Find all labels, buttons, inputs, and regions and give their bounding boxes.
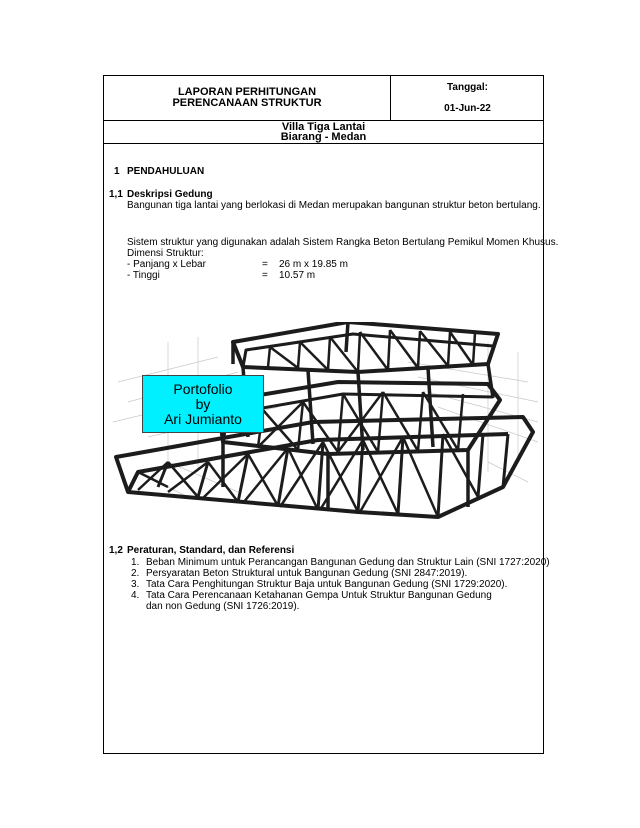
ref-2-text: Persyaratan Beton Struktural untuk Bangunan Gedung (SNI 2847:2019). <box>146 568 468 579</box>
report-title-box <box>104 76 391 121</box>
section-1-title: PENDAHULUAN <box>127 166 205 177</box>
dim-eq-height: = <box>262 270 268 281</box>
dim-value-height: 10.57 m <box>279 270 316 281</box>
building-description: Bangunan tiga lantai yang berlokasi di Medan merupakan bangunan struktur beton bertulang. <box>127 200 541 211</box>
watermark-line2: by <box>195 395 211 412</box>
project-box <box>104 121 543 144</box>
ref-2-number: 2. <box>131 568 140 579</box>
ref-3-number: 3. <box>131 579 140 590</box>
dim-label-height: - Tinggi <box>127 270 160 281</box>
ref-4-number: 4. <box>131 590 140 601</box>
section-1-2-number: 1,2 <box>109 545 123 556</box>
date-box <box>391 76 544 121</box>
report-title-line2: PERENCANAAN STRUKTUR <box>172 97 322 109</box>
dim-label-length-width: - Panjang x Lebar <box>127 259 206 270</box>
portfolio-watermark <box>142 375 264 433</box>
watermark-line1: Portofolio <box>173 380 233 397</box>
ref-1-text: Beban Minimum untuk Perancangan Bangunan Gedung dan Struktur Lain (SNI 1727:2020) <box>146 557 550 568</box>
ref-4-text: Tata Cara Perencanaan Ketahanan Gempa Untuk Struktur Bangunan Gedung <box>146 590 492 601</box>
section-1-2-title: Peraturan, Standard, dan Referensi <box>127 545 295 556</box>
section-1-number: 1 <box>114 166 120 177</box>
ref-3-text: Tata Cara Penghitungan Struktur Baja untuk Bangunan Gedung (SNI 1729:2020). <box>146 579 508 590</box>
ref-4-continuation: dan non Gedung (SNI 1726:2019). <box>146 601 300 612</box>
structural-system: Sistem struktur yang digunakan adalah Sistem Rangka Beton Bertulang Pemikul Momen Khusus. <box>127 237 559 248</box>
watermark-line3: Ari Jumianto <box>164 410 242 427</box>
section-1-1-number: 1,1 <box>109 189 123 200</box>
project-name: Villa Tiga Lantai <box>281 121 366 133</box>
dim-eq-length-width: = <box>262 259 268 270</box>
project-location: Biarang - Medan <box>280 131 367 143</box>
report-title-line1: LAPORAN PERHITUNGAN <box>177 86 317 98</box>
date-value: 01-Jun-22 <box>444 103 491 114</box>
dim-value-length-width: 26 m x 19.85 m <box>279 259 348 270</box>
date-label: Tanggal: <box>447 82 488 93</box>
section-1-1-title: Deskripsi Gedung <box>127 189 213 200</box>
dimension-title: Dimensi Struktur: <box>127 248 204 259</box>
ref-1-number: 1. <box>131 557 140 568</box>
